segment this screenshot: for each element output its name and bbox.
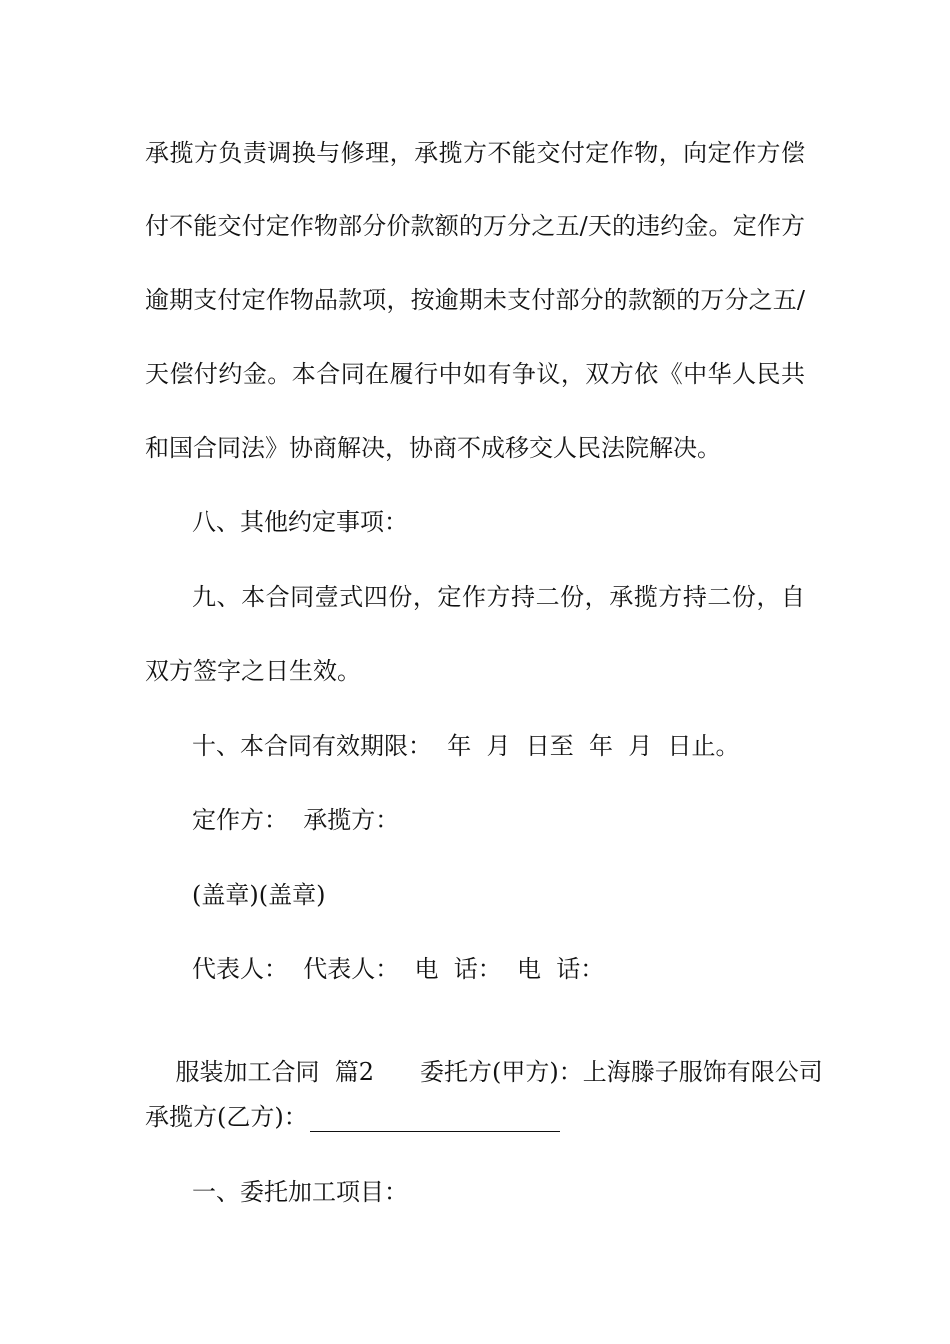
paragraph-line: 和国合同法》协商解决，协商不成移交人民法院解决。 — [145, 434, 721, 462]
paragraph-line: 承揽方负责调换与修理，承揽方不能交付定作物，向定作方偿 — [145, 139, 805, 167]
contract-title: 服装加工合同 篇2 — [175, 1058, 375, 1086]
paragraph-line: 付不能交付定作物部分价款额的万分之五/天的违约金。定作方 — [145, 212, 805, 240]
clause-other-items: 八、其他约定事项： — [192, 508, 408, 536]
contractor-label: 承揽方(乙方)： — [145, 1103, 308, 1131]
paragraph-line: 逾期支付定作物品款项，按逾期未支付部分的款额的万分之五/ — [145, 286, 805, 314]
clause-validity-period: 十、本合同有效期限： 年 月 日至 年 月 日止。 — [192, 732, 740, 760]
paragraph-line: 天偿付约金。本合同在履行中如有争议，双方依《中华人民共 — [145, 360, 805, 388]
seal-line: (盖章)(盖章) — [192, 881, 326, 909]
contract-heading-line — [145, 1027, 823, 1086]
section-heading: 一、委托加工项目： — [192, 1178, 408, 1206]
clause-copies-cont: 双方签字之日生效。 — [145, 657, 361, 685]
contractor-party-line — [145, 1102, 560, 1132]
blank-underline — [310, 1111, 560, 1132]
signature-parties: 定作方： 承揽方： — [192, 806, 400, 834]
representative-phone-line: 代表人： 代表人： 电 话： 电 话： — [192, 955, 605, 983]
clause-copies: 九、本合同壹式四份，定作方持二份，承揽方持二份，自 — [192, 583, 805, 611]
client-party: 委托方(甲方)：上海滕子服饰有限公司 — [420, 1058, 823, 1086]
